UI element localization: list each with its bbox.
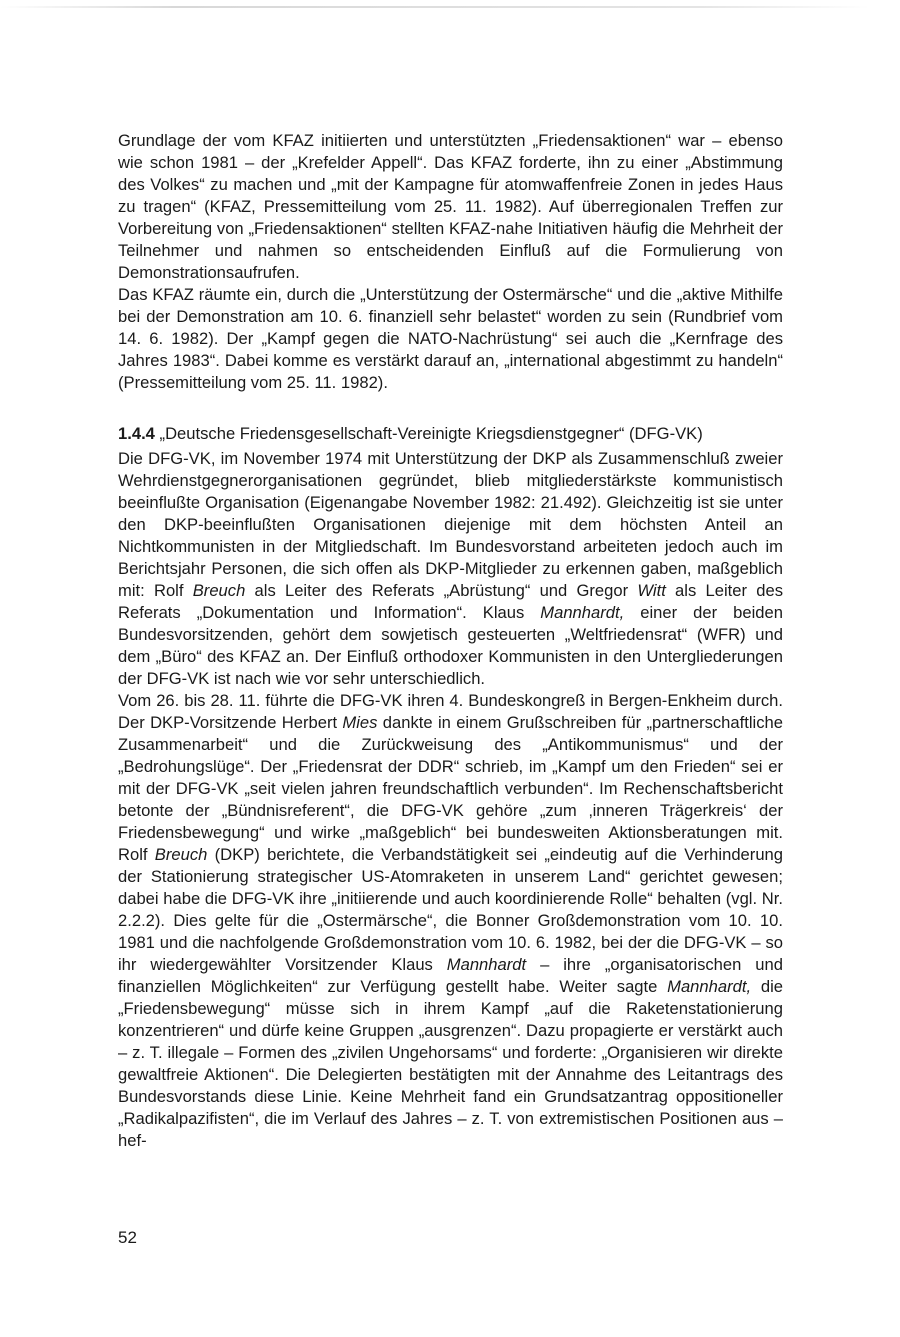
section-title: „Deutsche Friedensgesellschaft-Vereinigte Kriegsdienstgegner“ (DFG-VK) <box>159 424 703 443</box>
text-run: – ihre „organisatorischen und finanziellen Möglichkeiten“ zur Verfügung gestellt habe. Weiter sagte <box>118 955 783 996</box>
paragraph-kfaz-finanzen <box>118 284 783 394</box>
person-name: Mannhardt <box>446 955 527 974</box>
text-run: Vom 26. bis 28. 11. führte die DFG-VK ihren 4. Bundeskongreß in Bergen-Enkheim durch. Der DKP-Vorsitzende Herbert <box>118 691 783 732</box>
text-run: die „Friedensbewegung“ müsse sich in ihrem Kampf „auf die Raketenstationierung konzentrieren“ und dürfe keine Gruppen „ausgrenzen“. Dazu propagierte er verstärkt auch – z. T. illegale – Formen des „zivilen Ungehorsams“ und forderte: „Organisieren wir direkte gewaltfreie Aktionen“. Die Delegierten bestätigten mit der Annahme des Leitantrags des Bundesvorstands diese Linie. Keine Mehrheit fand ein Grundsatzantrag oppositioneller „Radikalpazifisten“, die im Verlauf des Jahres – z. T. von extremistischen Positionen aus – hef- <box>118 977 783 1150</box>
text-run: Grundlage der vom KFAZ initiierten und unterstützten „Friedensaktionen“ war – ebenso wie schon 1981 – der „Krefelder Appell“. Das KFAZ forderte, ihn zu einer „Abstimmung des Volkes“ zu machen und „mit der Kampagne für atomwaffenfreie Zonen in jedes Haus zu tragen“ (KFAZ, Pressemitteilung vom 25. 11. 1982). Auf überregionalen Treffen zur Vorbereitung von „Friedensaktionen“ stellten KFAZ-nahe Initiativen häufig die Mehrheit der Teilnehmer und nahmen so entscheidenden Einfluß auf die Formulierung von Demonstrationsaufrufen. <box>118 131 783 282</box>
text-run: Die DFG-VK, im November 1974 mit Unterstützung der DKP als Zusammenschluß zweier Wehrdienstgegnerorganisationen gegründet, blieb mitgliederstärkste kommunistisch beeinflußte Organisation (Eigenangabe November 1982: 21.492). Gleichzeitig ist sie unter den DKP-beeinflußten Organisationen diejenige mit dem höchsten Anteil an Nichtkommunisten in der Mitgliedschaft. Im Bundesvorstand arbeiteten jedoch auch im Berichtsjahr Personen, die sich offen als DKP-Mitglieder zu erkennen gaben, maßgeblich mit: Rolf <box>118 449 783 600</box>
person-name: Breuch <box>154 845 208 864</box>
person-name: Witt <box>637 581 666 600</box>
scan-edge-line <box>0 6 870 8</box>
text-run: Das KFAZ räumte ein, durch die „Unterstützung der Ostermärsche“ und die „aktive Mithilfe bei der Demonstration am 10. 6. finanziell sehr belastet“ worden zu sein (Rundbrief vom 14. 6. 1982). Der „Kampf gegen die NATO-Nachrüstung“ sei auch die „Kernfrage des Jahres 1983“. Dabei komme es verstärkt darauf an, „international abgestimmt zu handeln“ (Pressemitteilung vom 25. 11. 1982). <box>118 285 783 392</box>
text-run: als Leiter des Referats „Abrüstung“ und Gregor <box>245 581 638 600</box>
text-run: als Leiter des Referats „Dokumentation und Information“. Klaus <box>118 581 783 622</box>
person-name: Mies <box>342 713 378 732</box>
paragraph-kfaz-grundlage <box>118 130 783 284</box>
person-name: Breuch <box>192 581 246 600</box>
person-name: Mannhardt, <box>540 603 625 622</box>
paragraph-bundeskongress <box>118 690 783 1152</box>
document-body <box>118 130 783 1152</box>
text-run: dankte in einem Grußschreiben für „partnerschaftliche Zusammenarbeit“ und die Zurückweisung des „Antikommunismus“ und der „Bedrohungslüge“. Der „Friedensrat der DDR“ schrieb, im „Kampf um den Frieden“ sei er mit der DFG-VK „seit vielen jahren freundschaftlich verbunden“. Im Rechenschaftsbericht betonte der „Bündnisreferent“, die DFG-VK gehöre „zum ‚inneren Trägerkreis‘ der Friedensbewegung“ und wirke „maßgeblich“ bei bundesweiten Aktionsberatungen mit. Rolf <box>118 713 783 864</box>
text-run: einer der beiden Bundesvorsitzenden, gehört dem sowjetisch gesteuerten „Weltfriedensrat“ (WFR) und dem „Büro“ des KFAZ an. Der Einfluß orthodoxer Kommunisten in den Untergliederungen der DFG-VK ist nach wie vor sehr unterschiedlich. <box>118 603 783 688</box>
section-heading-dfg-vk <box>118 423 783 445</box>
paragraph-dfg-vk-intro <box>118 448 783 690</box>
section-number: 1.4.4 <box>118 424 155 443</box>
text-run: (DKP) berichtete, die Verbandstätigkeit sei „eindeutig auf die Verhinderung der Stationierung strategischer US-Atomraketen in unserem Land“ gerichtet gewesen; dabei habe die DFG-VK ihre „initiierende und auch koordinierende Rolle“ behalten (vgl. Nr. 2.2.2). Dies gelte für die „Ostermärsche“, die Bonner Großdemonstration vom 10. 10. 1981 und die nachfolgende Großdemonstration vom 10. 6. 1982, bei der die DFG-VK – so ihr wiedergewählter Vorsitzender Klaus <box>118 845 783 974</box>
page-number: 52 <box>118 1228 137 1247</box>
person-name: Mannhardt, <box>667 977 752 996</box>
